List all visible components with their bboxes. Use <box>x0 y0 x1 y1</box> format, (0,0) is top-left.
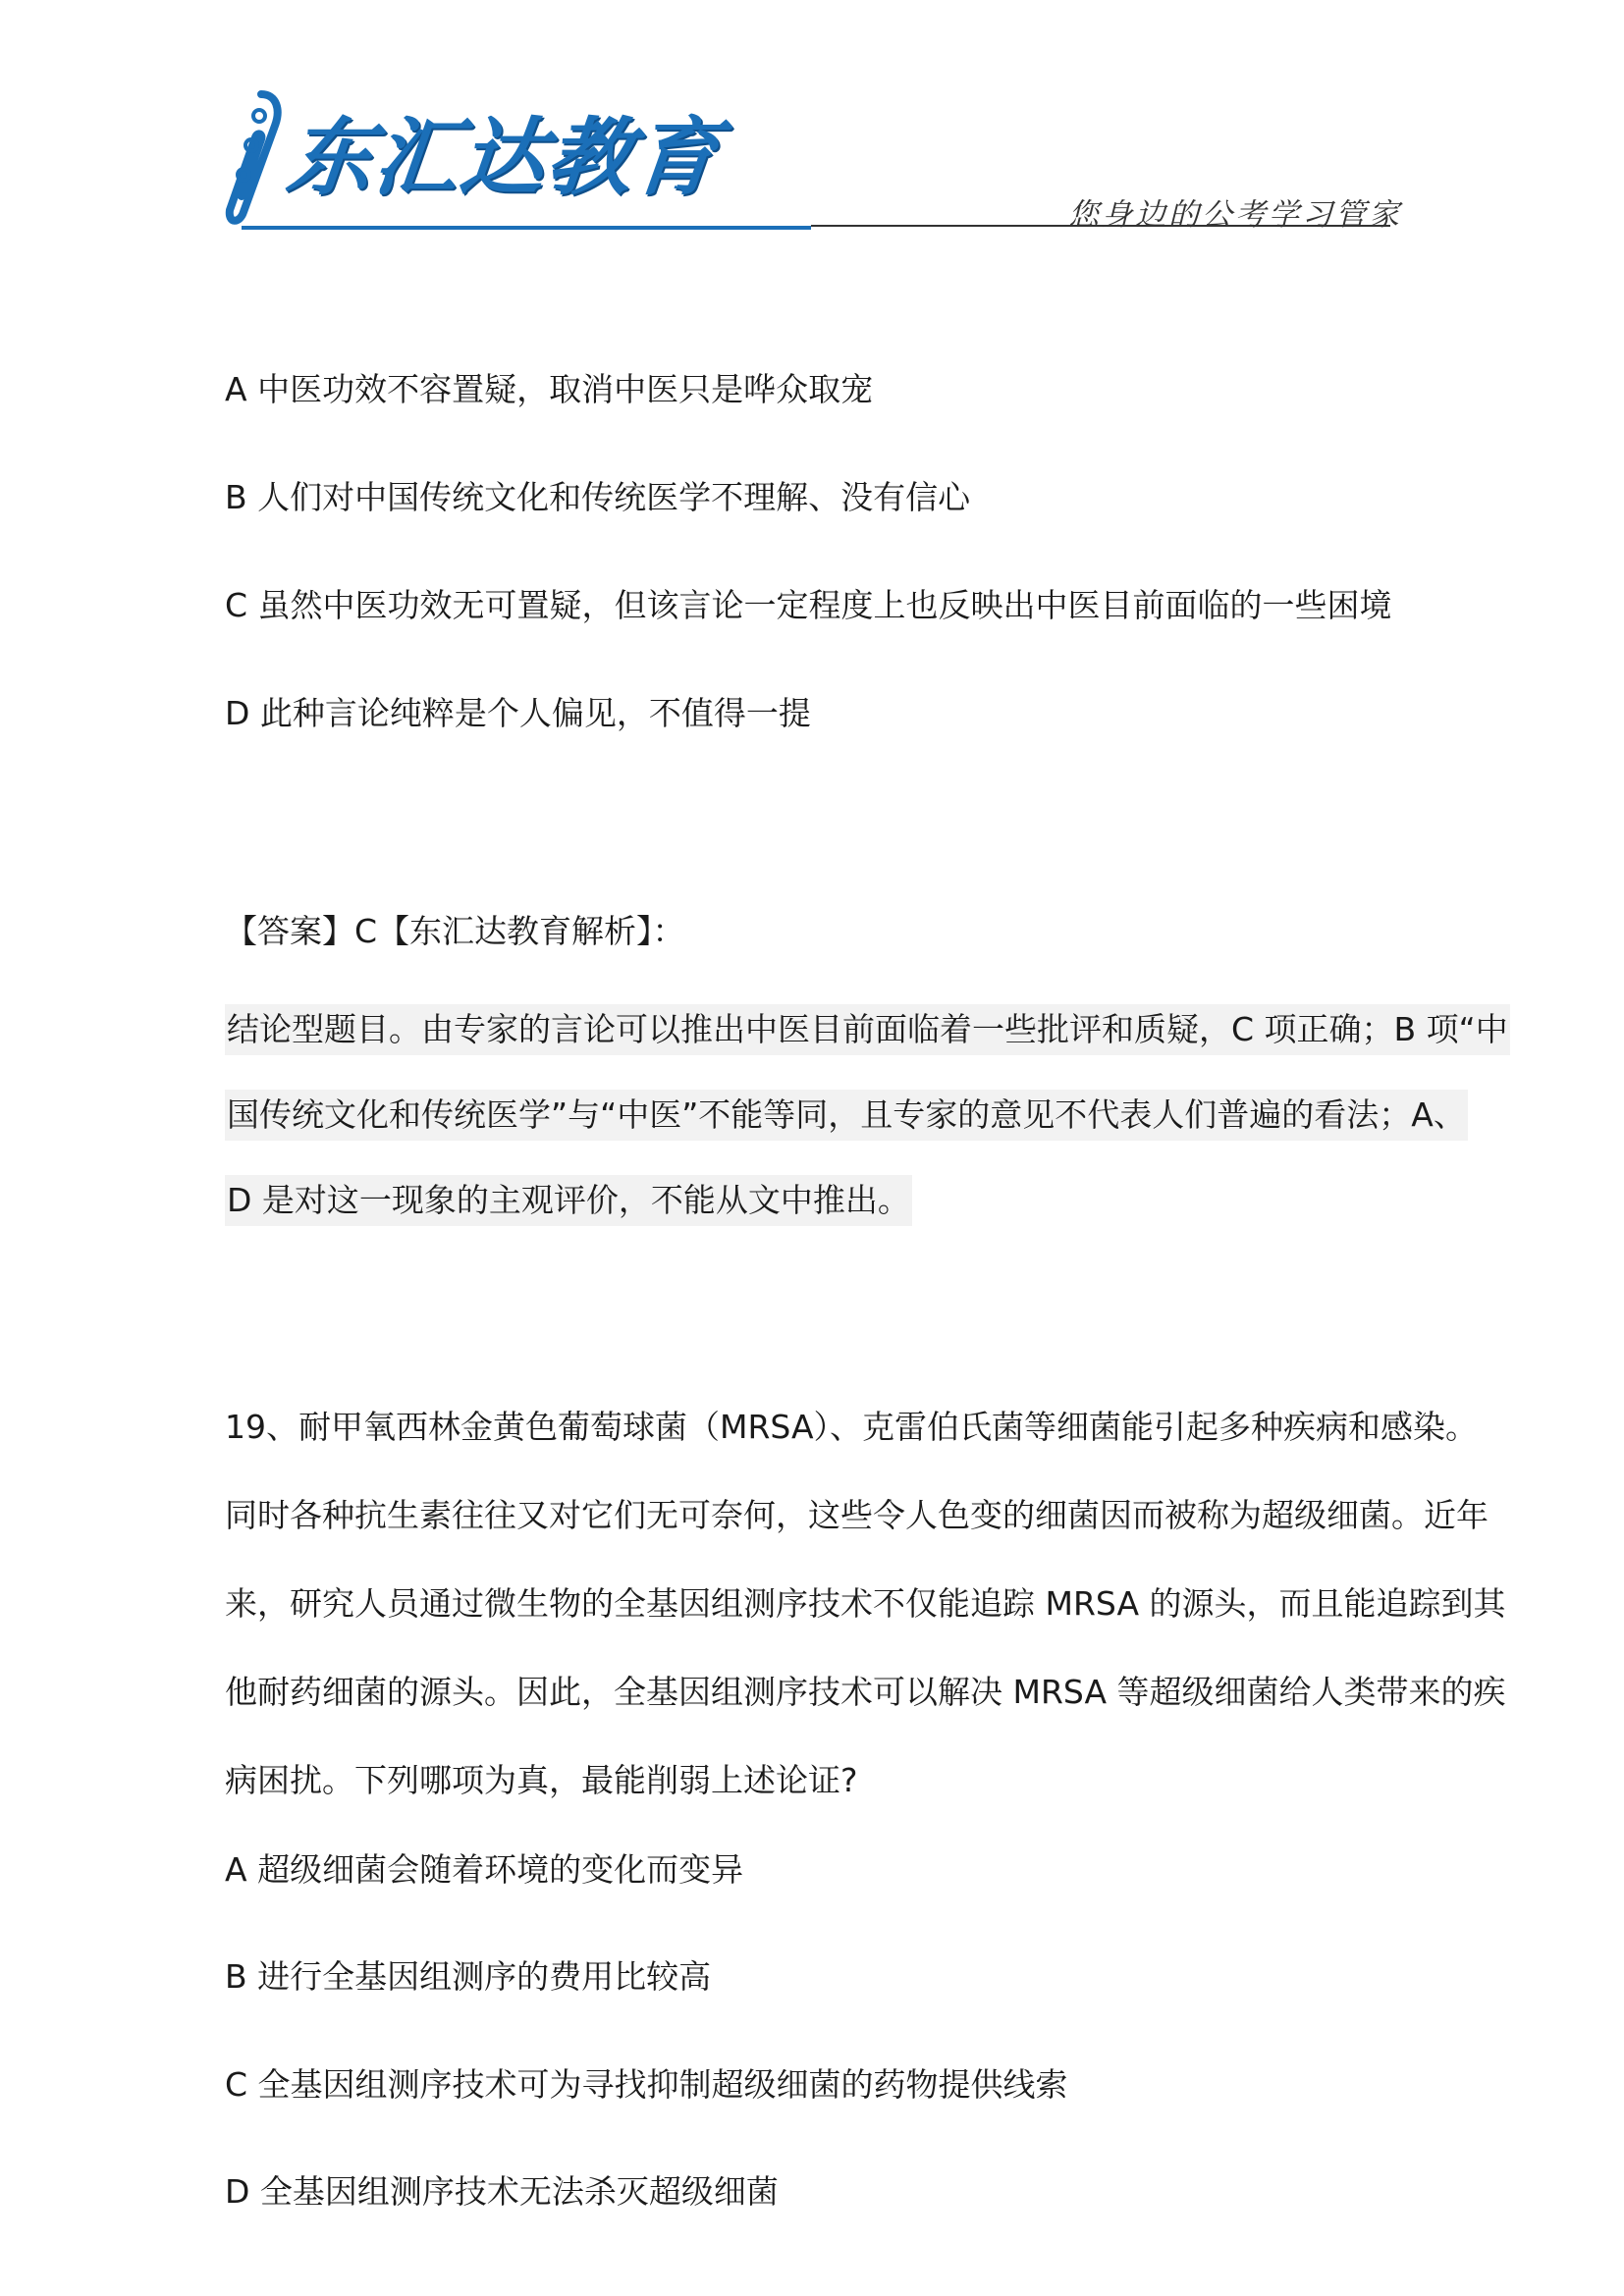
q18-option-c: C 虽然中医功效无可置疑，但该言论一定程度上也反映出中医目前面临的一些困境 <box>225 586 1392 624</box>
paperclip-logo-icon <box>222 86 283 234</box>
q19-option-a: A 超级细菌会随着环境的变化而变异 <box>225 1850 744 1889</box>
q18-option-b: B 人们对中国传统文化和传统医学不理解、没有信心 <box>225 478 971 516</box>
q19-stem-line: 他耐药细菌的源头。因此，全基因组测序技术可以解决 MRSA 等超级细菌给人类带来的疾 <box>225 1673 1506 1711</box>
q18-analysis-line: D 是对这一现象的主观评价，不能从文中推出。 <box>225 1175 912 1226</box>
q19-stem-line: 同时各种抗生素往往又对它们无可奈何，这些令人色变的细菌因而被称为超级细菌。近年 <box>225 1496 1489 1534</box>
q19-option-b: B 进行全基因组测序的费用比较高 <box>225 1957 712 1996</box>
q19-stem-line: 病困扰。下列哪项为真，最能削弱上述论证? <box>225 1761 858 1799</box>
brand-slogan: 您身边的公考学习管家 <box>1068 197 1402 233</box>
q18-option-d: D 此种言论纯粹是个人偏见，不值得一提 <box>225 694 811 732</box>
brand-logo-text: 东汇达教育 <box>282 109 726 207</box>
q18-answer-heading: 【答案】C【东汇达教育解析】： <box>225 912 685 950</box>
q18-option-a: A 中医功效不容置疑，取消中医只是哗众取宠 <box>225 370 874 408</box>
q19-stem-line: 19、耐甲氧西林金黄色葡萄球菌（MRSA）、克雷伯氏菌等细菌能引起多种疾病和感染。 <box>225 1408 1479 1446</box>
q19-stem-line: 来，研究人员通过微生物的全基因组测序技术不仅能追踪 MRSA 的源头，而且能追踪到其 <box>225 1584 1506 1623</box>
page-header <box>0 0 1624 255</box>
q18-analysis-line: 国传统文化和传统医学”与“中医”不能等同，且专家的意见不代表人们普遍的看法；A、 <box>225 1090 1468 1141</box>
header-rule-blue <box>242 226 811 230</box>
q19-option-d: D 全基因组测序技术无法杀灭超级细菌 <box>225 2172 779 2211</box>
q18-analysis-line: 结论型题目。由专家的言论可以推出中医目前面临着一些批评和质疑，C 项正确；B 项“中 <box>225 1004 1510 1055</box>
q19-option-c: C 全基因组测序技术可为寻找抑制超级细菌的药物提供线索 <box>225 2065 1068 2104</box>
